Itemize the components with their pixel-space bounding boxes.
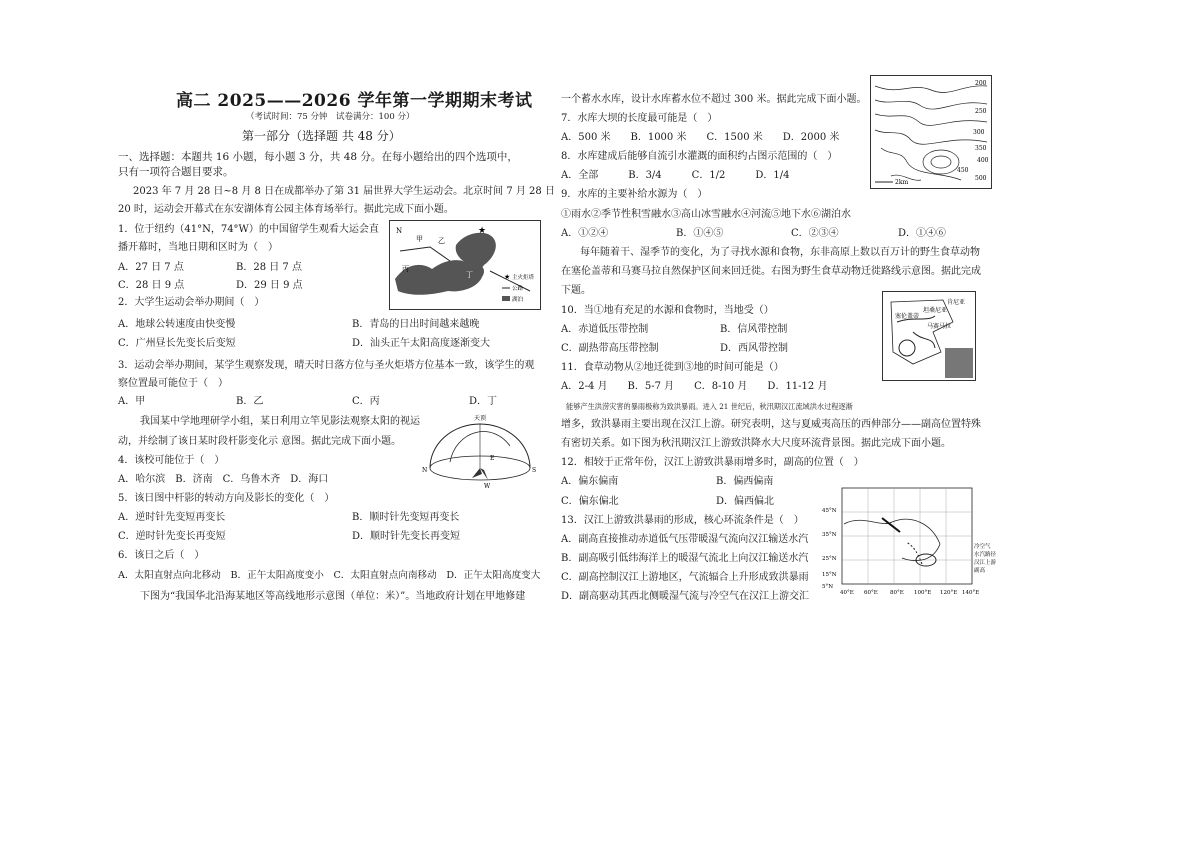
label-ding: 丁 <box>466 271 473 279</box>
question-4: 4．该校可能位于（ ） <box>118 455 225 466</box>
question-2: 2．大学生运动会举办期间（ ） <box>118 297 265 308</box>
contour-svg <box>871 76 991 188</box>
contour-map-figure <box>870 75 992 189</box>
q12-option-d: D．偏西偏北 <box>716 496 775 507</box>
q12-option-a: A．偏东偏南 <box>561 476 619 487</box>
sun-shadow-figure <box>420 412 540 492</box>
migration-map-figure <box>882 291 976 381</box>
contour-450: 450 <box>957 167 969 174</box>
q10-option-d: D．西风带控制 <box>720 343 789 354</box>
q5-option-d: D．顺时针先变长再变短 <box>352 531 461 542</box>
q13-option-d: D．副高驱动其西北侧暖湿气流与冷空气在汉江上游交汇 <box>561 591 810 602</box>
q9-list: ①雨水②季节性积雪融水③高山冰雪融水④河流⑤地下水⑥湖泊水 <box>561 209 851 220</box>
q8-options: A．全部 B．3/4 C．1/2 D．1/4 <box>561 170 790 181</box>
q7-options: A．500 米 B．1000 米 C．1500 米 D．2000 米 <box>561 132 840 143</box>
q13-option-b: B．副高吸引低纬海洋上的暖湿气流北上向汉江输送水汽 <box>561 553 809 564</box>
passage3-line1: 下图为“我国华北沿海某地区等高线地形示意图（单位：米）”。当地政府计划在甲地修建 <box>140 591 526 602</box>
legend-high: 副高 <box>974 568 986 574</box>
legend-cold-air: 冷空气 <box>974 544 991 550</box>
q4-options: A．哈尔滨 B．济南 C．乌鲁木齐 D．海口 <box>118 474 329 485</box>
legend-hanjiang: 汉江上游 <box>974 560 997 566</box>
contour-300: 300 <box>973 129 985 136</box>
dir-e: E <box>490 455 495 462</box>
q1-option-d: D．29 日 9 点 <box>236 280 303 291</box>
question-10: 10．当①地有充足的水源和食物时，当地受（） <box>561 305 774 316</box>
q3-option-d: D．丁 <box>469 396 498 407</box>
passage5-line2: 有密切关系。如下图为秋汛期汉江上游致洪降水大尺度环流背景图。据此完成下面小题。 <box>561 438 951 449</box>
q5-option-c: C．逆时针先变长再变短 <box>118 531 226 542</box>
q10-option-a: A．赤道低压带控制 <box>561 324 649 335</box>
lat-15: 15°N <box>822 572 837 578</box>
q3-option-b: B．乙 <box>236 396 264 407</box>
q13-option-a: A．副高直接推动赤道低气压带暖湿气流向汉江输送水汽 <box>561 534 809 545</box>
q13-option-c: C．副高控制汉江上游地区，气流辐合上升形成致洪暴雨 <box>561 572 809 583</box>
label-serengeti: 塞伦盖蒂 <box>895 313 920 320</box>
q1-option-b: B．28 日 7 点 <box>236 262 302 273</box>
scale-label: 2km <box>895 179 909 186</box>
legend-torch: 主火炬塔 <box>512 275 535 281</box>
q9-option-b: B．①④⑤ <box>676 228 724 239</box>
q12-option-b: B．偏西偏南 <box>716 476 774 487</box>
question-1-line2: 播开幕时，当地日期和区时为（ ） <box>118 242 278 253</box>
passage2-line1: 我国某中学地理研学小组，某日利用立竿见影法观察太阳的视运 <box>140 416 420 427</box>
lat-45: 45°N <box>822 508 837 514</box>
q11-options: A．2-4 月 B．5-7 月 C．8-10 月 D．11-12 月 <box>561 381 828 392</box>
lon-40: 40°E <box>840 590 854 596</box>
dir-n: N <box>422 467 428 474</box>
section-intro-line1: 一、选择题：本题共 16 小题，每小题 3 分，共 48 分。在每小题给出的四个选项中， <box>118 151 518 163</box>
question-6: 6．该日之后（ ） <box>118 550 205 561</box>
map-svg <box>390 221 540 309</box>
dir-s: S <box>532 467 537 474</box>
section-intro-line2: 只有一项符合题目要求。 <box>118 166 234 178</box>
legend-road: 公路 <box>512 286 524 292</box>
lat-5: 5°N <box>822 584 834 590</box>
chengdu-map-figure <box>389 220 541 310</box>
lon-80: 80°E <box>890 590 904 596</box>
label-bing: 丙 <box>402 265 409 273</box>
photo-inset <box>945 348 973 378</box>
lat-35: 35°N <box>822 532 837 538</box>
question-3-line1: 3．运动会举办期间，某学生观察发现，晴天时日落方位与圣火炬塔方位基本一致，该学生的观 <box>118 360 535 371</box>
question-13: 13．汉江上游致洪暴雨的形成，核心环流条件是（ ） <box>561 515 804 526</box>
passage4-line2: 在塞伦盖蒂和马赛马拉自然保护区间来回迁徙。右图为野生食草动物迁徙路线示意图。据此完成 <box>561 266 981 277</box>
label-masai-mara: 马赛马拉 <box>927 323 952 330</box>
label-jia: 甲 <box>416 235 423 243</box>
lon-120: 120°E <box>940 590 958 596</box>
shadow-shapes <box>472 468 488 480</box>
legend-star-icon: ★ <box>504 273 511 281</box>
passage4-line3: 下题。 <box>561 285 591 296</box>
q12-option-c: C．偏东偏北 <box>561 496 619 507</box>
q2-option-d: D．汕头正午太阳高度逐渐变大 <box>352 338 491 349</box>
north-label: N <box>396 227 403 235</box>
question-8: 8．水库建成后能够自流引水灌溉的面积约占图示范围的（ ） <box>561 151 838 162</box>
question-7: 7．水库大坝的长度最可能是（ ） <box>561 113 718 124</box>
part-title: 第一部分（选择题 共 48 分） <box>242 129 401 143</box>
legend-lake: 湖泊 <box>512 297 524 303</box>
q1-option-c: C．28 日 9 点 <box>118 280 185 291</box>
label-tanzania: 坦桑尼亚 <box>923 307 948 314</box>
q3-option-c: C．丙 <box>352 396 380 407</box>
contour-400: 400 <box>977 157 989 164</box>
passage1-line1: 2023 年 7 月 28 日~8 月 8 日在成都举办了第 31 届世界大学生运动会。北京时间 7 月 28 日 <box>133 186 555 197</box>
q2-option-c: C．广州昼长先变长后变短 <box>118 338 236 349</box>
torch-star-icon: ★ <box>478 226 487 236</box>
q6-options: A．太阳直射点向北移动 B．正午太阳高度变小 C．太阳直射点向南移动 D．正午太阳高度变大 <box>118 570 541 581</box>
passage2-line2: 动，并绘制了该日某时段杆影变化示 意图。据此完成下面小题。 <box>118 436 402 447</box>
label-yi: 乙 <box>438 237 445 245</box>
dir-w: W <box>484 483 491 490</box>
passage5-header: 能够产生洪涝灾害的暴雨极称为致洪暴雨。进入 21 世纪后，秋汛期汉江流域洪水过程逐渐 <box>566 402 853 411</box>
q3-option-a: A．甲 <box>118 396 146 407</box>
question-11: 11．食草动物从②地迁徙到③地的时间可能是（） <box>561 362 784 373</box>
zenith-label: 天顶 <box>474 415 487 422</box>
q10-option-b: B．信风带控制 <box>720 324 788 335</box>
contour-200: 200 <box>975 80 987 87</box>
question-3-line2: 察位置最可能位于（ ） <box>118 378 228 389</box>
lon-140: 140°E <box>962 590 980 596</box>
circulation-svg <box>822 484 1000 596</box>
legend-lake-icon <box>502 296 510 301</box>
q5-option-a: A．逆时针先变短再变长 <box>118 512 226 523</box>
q2-option-a: A．地球公转速度由快变慢 <box>118 319 236 330</box>
contour-250: 250 <box>975 108 987 115</box>
question-1-line1: 1．位于纽约（41°N，74°W）的中国留学生观看大运会直 <box>118 224 379 235</box>
lon-60: 60°E <box>864 590 878 596</box>
q10-option-c: C．副热带高压带控制 <box>561 343 659 354</box>
question-12: 12．相较于正常年份，汉江上游致洪暴雨增多时，副高的位置（ ） <box>561 457 864 468</box>
q9-option-a: A．①②④ <box>561 228 609 239</box>
question-5: 5．该日图中杆影的转动方向及影长的变化（ ） <box>118 493 335 504</box>
q9-option-d: D．①④⑥ <box>898 228 947 239</box>
exam-info: （考试时间：75 分钟 试卷满分：100 分） <box>246 112 415 122</box>
question-9: 9．水库的主要补给水源为（ ） <box>561 189 708 200</box>
lon-100: 100°E <box>914 590 932 596</box>
contour-350: 350 <box>975 145 987 152</box>
lat-25: 25°N <box>822 556 837 562</box>
q2-option-b: B．青岛的日出时间越来越晚 <box>352 319 480 330</box>
label-kenya: 肯尼亚 <box>947 299 966 306</box>
passage4-line1: 每年随着干、湿季节的变化，为了寻找水源和食物，东非高原上数以百万计的野生食草动物 <box>580 247 980 258</box>
q9-option-c: C．②③④ <box>791 228 839 239</box>
contour-500: 500 <box>975 175 987 182</box>
page-title: 高二 2025——2026 学年第一学期期末考试 <box>176 91 533 111</box>
circulation-map-figure <box>822 484 1000 596</box>
passage5-line1: 增多，致洪暴雨主要出现在汉江上游。研究表明，这与夏威夷高压的西伸部分——副高位置特殊 <box>561 419 981 430</box>
q1-option-a: A．27 日 7 点 <box>118 262 184 273</box>
passage3-line2: 一个蓄水水库，设计水库蓄水位不超过 300 米。据此完成下面小题。 <box>561 94 867 105</box>
sun-svg <box>420 412 540 492</box>
passage1-line2: 20 时，运动会开幕式在东安湖体育公园主体育场举行。据此完成下面小题。 <box>118 204 454 215</box>
q5-option-b: B．顺时针先变短再变长 <box>352 512 460 523</box>
contour-lines <box>875 86 987 180</box>
legend-moisture: 水汽路径 <box>974 552 997 558</box>
migration-svg <box>883 292 975 380</box>
